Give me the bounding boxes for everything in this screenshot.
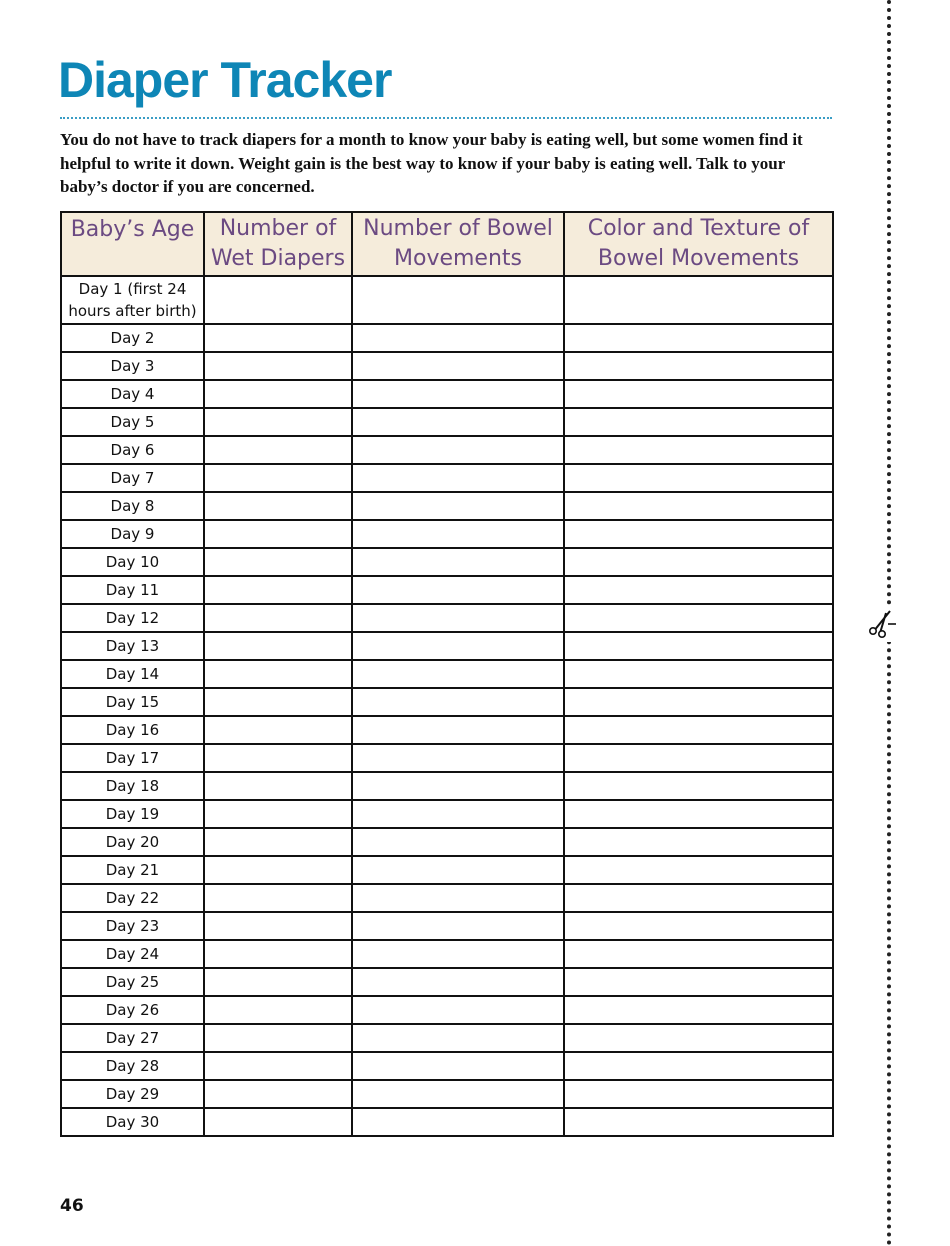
- babys-age-cell: Day 15: [61, 688, 204, 716]
- wet-diapers-entry-cell: [204, 968, 352, 996]
- babys-age-cell: Day 7: [61, 464, 204, 492]
- table-row: [61, 324, 833, 352]
- table-row: [61, 912, 833, 940]
- table-row: [61, 548, 833, 576]
- table-row: [61, 884, 833, 912]
- color-texture-entry-cell: [564, 828, 833, 856]
- color-texture-entry-cell: [564, 856, 833, 884]
- bowel-movements-entry-cell: [352, 688, 564, 716]
- table-row: [61, 632, 833, 660]
- color-texture-entry-cell: [564, 548, 833, 576]
- babys-age-cell: Day 16: [61, 716, 204, 744]
- wet-diapers-entry-cell: [204, 520, 352, 548]
- bowel-movements-entry-cell: [352, 856, 564, 884]
- babys-age-cell: Day 19: [61, 800, 204, 828]
- bowel-movements-entry-cell: [352, 912, 564, 940]
- bowel-movements-entry-cell: [352, 996, 564, 1024]
- title-divider: [60, 117, 832, 119]
- bowel-movements-entry-cell: [352, 884, 564, 912]
- babys-age-cell: Day 26: [61, 996, 204, 1024]
- babys-age-cell: Day 1 (first 24 hours after birth): [61, 276, 204, 324]
- page-title: Diaper Tracker: [58, 52, 392, 108]
- table-row: [61, 968, 833, 996]
- babys-age-cell: Day 8: [61, 492, 204, 520]
- wet-diapers-entry-cell: [204, 940, 352, 968]
- table-row: [61, 276, 833, 324]
- column-header-bowel-movements: Number of Bowel Movements: [352, 212, 564, 276]
- intro-paragraph: You do not have to track diapers for a month to know your baby is eating well, but some women find it helpful to write it down. Weight gain is the best way to know if your baby is eating well. Talk to your baby’s doctor if you are concerned.: [60, 130, 803, 196]
- babys-age-cell: Day 30: [61, 1108, 204, 1136]
- table-row: [61, 688, 833, 716]
- wet-diapers-entry-cell: [204, 716, 352, 744]
- color-texture-entry-cell: [564, 884, 833, 912]
- color-texture-entry-cell: [564, 576, 833, 604]
- table-row: [61, 856, 833, 884]
- table-row: [61, 716, 833, 744]
- wet-diapers-entry-cell: [204, 492, 352, 520]
- babys-age-cell: Day 10: [61, 548, 204, 576]
- color-texture-entry-cell: [564, 772, 833, 800]
- bowel-movements-entry-cell: [352, 576, 564, 604]
- color-texture-entry-cell: [564, 1080, 833, 1108]
- babys-age-cell: Day 18: [61, 772, 204, 800]
- wet-diapers-entry-cell: [204, 464, 352, 492]
- color-texture-entry-cell: [564, 520, 833, 548]
- wet-diapers-entry-cell: [204, 856, 352, 884]
- table-row: [61, 408, 833, 436]
- table-row: [61, 1052, 833, 1080]
- scissors-icon: [864, 606, 900, 642]
- diaper-tracker-table: [60, 211, 834, 1137]
- babys-age-cell: Day 4: [61, 380, 204, 408]
- babys-age-cell: Day 2: [61, 324, 204, 352]
- color-texture-entry-cell: [564, 380, 833, 408]
- wet-diapers-entry-cell: [204, 632, 352, 660]
- babys-age-cell: Day 21: [61, 856, 204, 884]
- column-header-babys-age: Baby’s Age: [61, 212, 204, 276]
- babys-age-cell: Day 22: [61, 884, 204, 912]
- wet-diapers-entry-cell: [204, 408, 352, 436]
- color-texture-entry-cell: [564, 996, 833, 1024]
- wet-diapers-entry-cell: [204, 828, 352, 856]
- color-texture-entry-cell: [564, 1052, 833, 1080]
- wet-diapers-entry-cell: [204, 800, 352, 828]
- wet-diapers-entry-cell: [204, 912, 352, 940]
- color-texture-entry-cell: [564, 1108, 833, 1136]
- table-row: [61, 1108, 833, 1136]
- color-texture-entry-cell: [564, 408, 833, 436]
- bowel-movements-entry-cell: [352, 940, 564, 968]
- wet-diapers-entry-cell: [204, 576, 352, 604]
- bowel-movements-entry-cell: [352, 828, 564, 856]
- table-row: [61, 520, 833, 548]
- bowel-movements-entry-cell: [352, 1080, 564, 1108]
- babys-age-cell: Day 12: [61, 604, 204, 632]
- wet-diapers-entry-cell: [204, 604, 352, 632]
- bowel-movements-entry-cell: [352, 716, 564, 744]
- color-texture-entry-cell: [564, 744, 833, 772]
- wet-diapers-entry-cell: [204, 660, 352, 688]
- table-row: [61, 1024, 833, 1052]
- bowel-movements-entry-cell: [352, 436, 564, 464]
- babys-age-cell: Day 5: [61, 408, 204, 436]
- babys-age-cell: Day 28: [61, 1052, 204, 1080]
- color-texture-entry-cell: [564, 660, 833, 688]
- color-texture-entry-cell: [564, 464, 833, 492]
- color-texture-entry-cell: [564, 352, 833, 380]
- babys-age-cell: Day 9: [61, 520, 204, 548]
- wet-diapers-entry-cell: [204, 744, 352, 772]
- bowel-movements-entry-cell: [352, 492, 564, 520]
- wet-diapers-entry-cell: [204, 436, 352, 464]
- color-texture-entry-cell: [564, 688, 833, 716]
- bowel-movements-entry-cell: [352, 520, 564, 548]
- bowel-movements-entry-cell: [352, 548, 564, 576]
- table-header-row: [61, 212, 833, 276]
- babys-age-cell: Day 20: [61, 828, 204, 856]
- bowel-movements-entry-cell: [352, 324, 564, 352]
- bowel-movements-entry-cell: [352, 632, 564, 660]
- table-row: [61, 800, 833, 828]
- bowel-movements-entry-cell: [352, 1024, 564, 1052]
- wet-diapers-entry-cell: [204, 996, 352, 1024]
- color-texture-entry-cell: [564, 324, 833, 352]
- color-texture-entry-cell: [564, 912, 833, 940]
- babys-age-cell: Day 23: [61, 912, 204, 940]
- babys-age-cell: Day 29: [61, 1080, 204, 1108]
- color-texture-entry-cell: [564, 716, 833, 744]
- bowel-movements-entry-cell: [352, 276, 564, 324]
- babys-age-cell: Day 27: [61, 1024, 204, 1052]
- babys-age-cell: Day 6: [61, 436, 204, 464]
- babys-age-cell: Day 25: [61, 968, 204, 996]
- wet-diapers-entry-cell: [204, 772, 352, 800]
- color-texture-entry-cell: [564, 968, 833, 996]
- table-body: [61, 276, 833, 1136]
- wet-diapers-entry-cell: [204, 1052, 352, 1080]
- bowel-movements-entry-cell: [352, 380, 564, 408]
- bowel-movements-entry-cell: [352, 744, 564, 772]
- table-row: [61, 940, 833, 968]
- page-number: 46: [60, 1196, 84, 1216]
- wet-diapers-entry-cell: [204, 1080, 352, 1108]
- color-texture-entry-cell: [564, 436, 833, 464]
- babys-age-cell: Day 14: [61, 660, 204, 688]
- babys-age-cell: Day 24: [61, 940, 204, 968]
- babys-age-cell: Day 3: [61, 352, 204, 380]
- bowel-movements-entry-cell: [352, 408, 564, 436]
- bowel-movements-entry-cell: [352, 1108, 564, 1136]
- wet-diapers-entry-cell: [204, 352, 352, 380]
- color-texture-entry-cell: [564, 632, 833, 660]
- column-header-color-texture: Color and Texture of Bowel Movements: [564, 212, 833, 276]
- wet-diapers-entry-cell: [204, 276, 352, 324]
- wet-diapers-entry-cell: [204, 324, 352, 352]
- bowel-movements-entry-cell: [352, 968, 564, 996]
- table-row: [61, 828, 833, 856]
- table-row: [61, 1080, 833, 1108]
- wet-diapers-entry-cell: [204, 1108, 352, 1136]
- bowel-movements-entry-cell: [352, 800, 564, 828]
- color-texture-entry-cell: [564, 1024, 833, 1052]
- table-row: [61, 436, 833, 464]
- table-row: [61, 352, 833, 380]
- table-row: [61, 772, 833, 800]
- babys-age-cell: Day 17: [61, 744, 204, 772]
- bowel-movements-entry-cell: [352, 1052, 564, 1080]
- table-row: [61, 604, 833, 632]
- bowel-movements-entry-cell: [352, 660, 564, 688]
- column-header-wet-diapers: Number of Wet Diapers: [204, 212, 352, 276]
- babys-age-cell: Day 13: [61, 632, 204, 660]
- table-row: [61, 464, 833, 492]
- wet-diapers-entry-cell: [204, 548, 352, 576]
- color-texture-entry-cell: [564, 800, 833, 828]
- table-row: [61, 492, 833, 520]
- color-texture-entry-cell: [564, 492, 833, 520]
- bowel-movements-entry-cell: [352, 604, 564, 632]
- table-row: [61, 996, 833, 1024]
- bowel-movements-entry-cell: [352, 352, 564, 380]
- wet-diapers-entry-cell: [204, 688, 352, 716]
- color-texture-entry-cell: [564, 276, 833, 324]
- babys-age-cell: Day 11: [61, 576, 204, 604]
- table-row: [61, 380, 833, 408]
- table-row: [61, 660, 833, 688]
- bowel-movements-entry-cell: [352, 772, 564, 800]
- table-row: [61, 744, 833, 772]
- color-texture-entry-cell: [564, 940, 833, 968]
- wet-diapers-entry-cell: [204, 1024, 352, 1052]
- wet-diapers-entry-cell: [204, 380, 352, 408]
- bowel-movements-entry-cell: [352, 464, 564, 492]
- wet-diapers-entry-cell: [204, 884, 352, 912]
- table-row: [61, 576, 833, 604]
- color-texture-entry-cell: [564, 604, 833, 632]
